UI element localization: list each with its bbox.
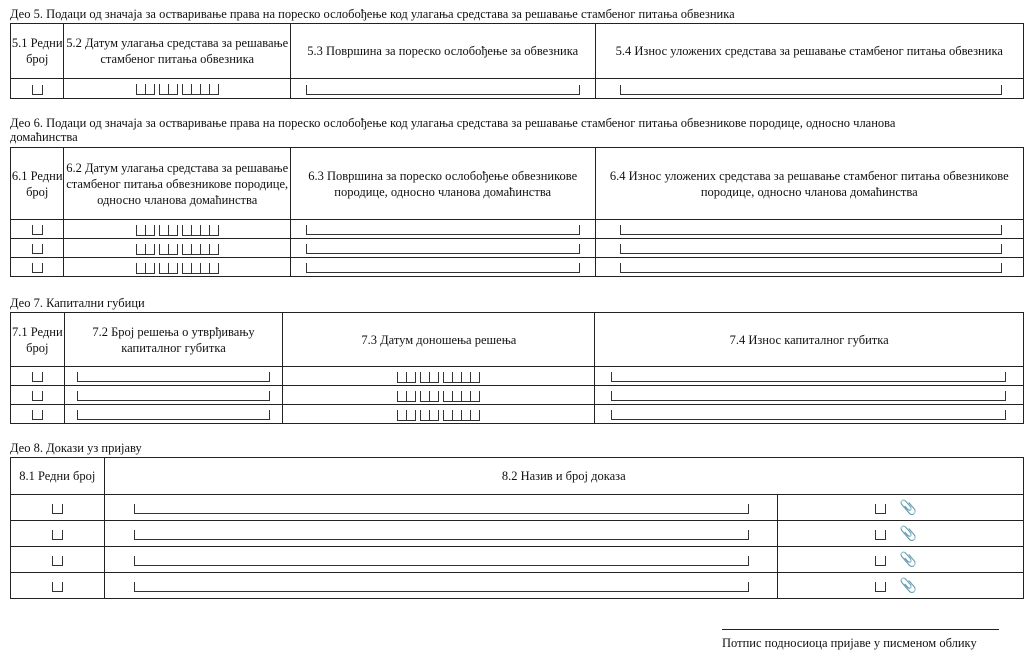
part6-table	[10, 147, 1024, 277]
proof-name-input[interactable]	[134, 582, 749, 592]
amount-input[interactable]	[620, 85, 1002, 95]
table-row	[11, 495, 1024, 521]
attachment-checkbox[interactable]	[875, 556, 886, 566]
date-input[interactable]	[136, 263, 219, 274]
decision-number-input[interactable]	[77, 372, 270, 382]
loss-amount-input[interactable]	[611, 391, 1006, 401]
part5-title: Део 5. Подаци од значаја за остваривање права на пореско ослобођење код улагања средстава за решавање стамбеног питања обвезника	[10, 7, 735, 21]
date-input[interactable]	[136, 84, 219, 95]
ordinal-input[interactable]	[52, 530, 63, 540]
ordinal-input[interactable]	[32, 244, 43, 254]
ordinal-input[interactable]	[52, 504, 63, 514]
date-input[interactable]	[136, 244, 219, 255]
table-row	[11, 547, 1024, 573]
date-input[interactable]	[397, 372, 480, 383]
ordinal-input[interactable]	[32, 263, 43, 273]
proof-name-input[interactable]	[134, 504, 749, 514]
paperclip-icon[interactable]: 📎	[899, 500, 918, 516]
proof-name-input[interactable]	[134, 530, 749, 540]
ordinal-input[interactable]	[32, 391, 43, 401]
part7-col-ordinal: 7.1 Редни број	[11, 313, 65, 367]
part6-col-area: 6.3 Површина за пореско ослобођење обвезникове породице, односно чланова домаћинства	[290, 148, 595, 220]
part7-col-decision-number: 7.2 Број решења о утврђивању капиталног губитка	[64, 313, 283, 367]
loss-amount-input[interactable]	[611, 410, 1006, 420]
table-row	[11, 79, 1024, 99]
amount-input[interactable]	[620, 225, 1002, 235]
part6-title-line2: домаћинства	[10, 130, 78, 144]
loss-amount-input[interactable]	[611, 372, 1006, 382]
paperclip-icon[interactable]: 📎	[899, 552, 918, 568]
part5-col-area: 5.3 Површина за пореско ослобођење за обвезника	[290, 24, 595, 79]
ordinal-input[interactable]	[32, 85, 43, 95]
part6-col-date: 6.2 Датум улагања средстава за решавање стамбеног питања обвезникове породице, односно чланова домаћинства	[64, 148, 290, 220]
decision-number-input[interactable]	[77, 410, 270, 420]
part5-table	[10, 23, 1024, 99]
paperclip-icon[interactable]: 📎	[899, 578, 918, 594]
part7-col-loss-amount: 7.4 Износ капиталног губитка	[595, 313, 1024, 367]
date-input[interactable]	[397, 391, 480, 402]
ordinal-input[interactable]	[52, 582, 63, 592]
part7-col-decision-date: 7.3 Датум доношења решења	[283, 313, 595, 367]
part7-table	[10, 312, 1024, 424]
area-input[interactable]	[306, 263, 580, 273]
table-row	[11, 521, 1024, 547]
date-input[interactable]	[397, 410, 480, 421]
part5-col-ordinal: 5.1 Редни број	[11, 24, 64, 79]
table-row	[11, 239, 1024, 258]
paperclip-icon[interactable]: 📎	[899, 526, 918, 542]
amount-input[interactable]	[620, 263, 1002, 273]
part8-col-proof-name: 8.2 Назив и број доказа	[104, 458, 1023, 495]
part5-col-amount: 5.4 Износ уложених средстава за решавање стамбеног питања обвезника	[595, 24, 1023, 79]
attachment-checkbox[interactable]	[875, 504, 886, 514]
part8-title: Део 8. Докази уз пријаву	[10, 441, 142, 455]
ordinal-input[interactable]	[52, 556, 63, 566]
proof-name-input[interactable]	[134, 556, 749, 566]
date-input[interactable]	[136, 225, 219, 236]
signature-label: Потпис подносиоца пријаве у писменом облику	[722, 636, 977, 650]
table-row	[11, 220, 1024, 239]
part8-col-ordinal: 8.1 Редни број	[11, 458, 105, 495]
part7-title: Део 7. Капитални губици	[10, 296, 145, 310]
area-input[interactable]	[306, 225, 580, 235]
ordinal-input[interactable]	[32, 410, 43, 420]
part8-table	[10, 457, 1024, 599]
ordinal-input[interactable]	[32, 225, 43, 235]
table-row	[11, 573, 1024, 599]
area-input[interactable]	[306, 85, 580, 95]
area-input[interactable]	[306, 244, 580, 254]
table-row	[11, 386, 1024, 405]
attachment-checkbox[interactable]	[875, 530, 886, 540]
attachment-checkbox[interactable]	[875, 582, 886, 592]
part5-col-date: 5.2 Датум улагања средстава за решавање стамбеног питања обвезника	[64, 24, 290, 79]
ordinal-input[interactable]	[32, 372, 43, 382]
part6-col-amount: 6.4 Износ уложених средстава за решавање стамбеног питања обвезникове породице, односно чланова домаћинства	[595, 148, 1023, 220]
table-row	[11, 367, 1024, 386]
part6-title-line1: Део 6. Подаци од значаја за остваривање права на пореско ослобођење код улагања средстава за решавање стамбеног питања обвезникове породице, односно чланова	[10, 116, 896, 130]
amount-input[interactable]	[620, 244, 1002, 254]
table-row	[11, 405, 1024, 424]
signature-line[interactable]	[722, 629, 999, 630]
decision-number-input[interactable]	[77, 391, 270, 401]
part6-col-ordinal: 6.1 Редни број	[11, 148, 64, 220]
table-row	[11, 258, 1024, 277]
